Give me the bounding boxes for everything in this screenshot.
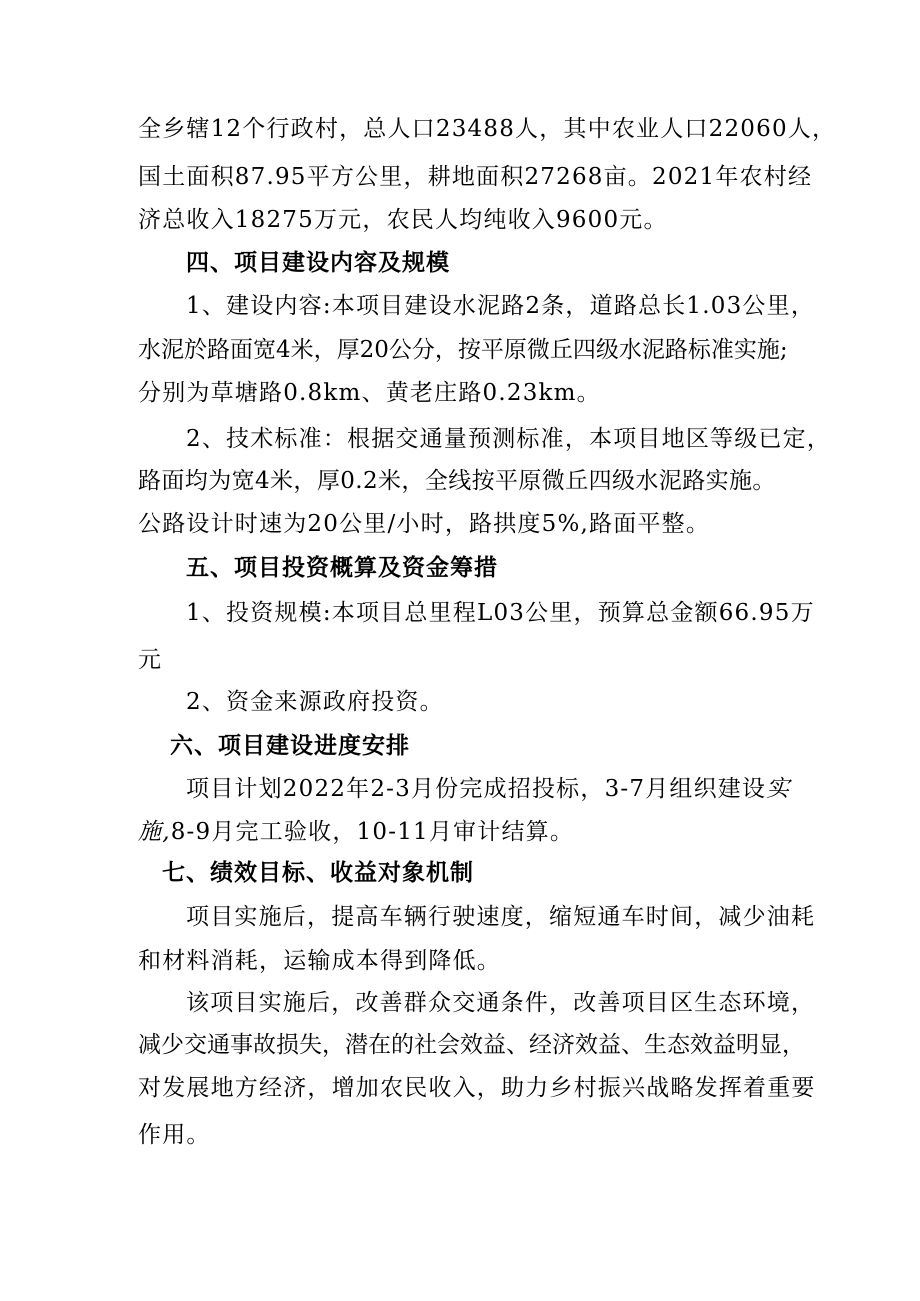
section-5-item2: 2、资金来源政府投资。 <box>186 689 444 715</box>
section-7-para2-line-3: 对发展地方经济，增加农民收入，助力乡村振兴战略发挥着重要 <box>138 1075 816 1101</box>
intro-line-2: 国土面积87.95平方公里，耕地面积27268亩。2021年农村经 <box>138 164 813 190</box>
section-4-item2-line-1: 2、技术标准：根据交通量预测标准，本项目地区等级已定， <box>186 426 832 452</box>
section-4-item1-line-1: 1、建设内容:本项目建设水泥路2条，道路总长1.03公里， <box>186 293 816 319</box>
section-6-heading: 六、项目建设进度安排 <box>170 733 410 759</box>
section-7-para2-line-2: 减少交通事故损失，潜在的社会效益、经济效益、生态效益明显， <box>138 1032 805 1058</box>
section-6-line-1-italic: 实 <box>766 776 791 802</box>
section-7-para2-line-1: 该项目实施后，改善群众交通条件，改善项目区生态环境， <box>186 990 816 1016</box>
intro-line-1: 全乡辖12个行政村，总人口23488人，其中农业人口22060人， <box>138 116 837 142</box>
section-4-item1-line-3: 分别为草塘路0.8km、黄老庄路0.23km。 <box>138 380 601 406</box>
section-6-line-1-text: 项目计划2022年2-3月份完成招投标，3-7月组织建设 <box>186 776 767 802</box>
section-7-heading: 七、绩效目标、收益对象机制 <box>162 860 474 886</box>
section-6-line-2-text: 8-9月完工验收，10-11月审计结算。 <box>170 819 575 845</box>
section-7-para1-line-2: 和材料消耗，运输成本得到降低。 <box>138 948 501 974</box>
section-5-heading: 五、项目投资概算及资金筹措 <box>186 555 498 581</box>
section-5-item1-line-1: 1、投资规模:本项目总里程L03公里，预算总金额66.95万 <box>186 600 815 626</box>
intro-line-3: 济总收入18275万元，农民人均纯收入9600元。 <box>138 207 668 233</box>
section-6-line-2-italic: 施, <box>138 819 171 845</box>
section-4-item1-line-2: 水泥於路面宽4米，厚20公分，按平原微丘四级水泥路标准实施; <box>138 337 788 363</box>
section-7-para2-line-4: 作用。 <box>138 1122 211 1148</box>
section-4-heading: 四、项目建设内容及规模 <box>186 250 450 276</box>
section-6-line-2 <box>138 817 574 847</box>
section-4-item2-line-3: 公路设计时速为20公里/小时，路拱度5%,路面平整。 <box>138 511 711 537</box>
section-7-para1-line-1: 项目实施后，提高车辆行驶速度，缩短通车时间，减少油耗 <box>186 904 816 930</box>
section-4-item2-line-2: 路面均为宽4米，厚0.2米，全线按平原微丘四级水泥路实施。 <box>138 468 776 494</box>
section-5-item1-line-2: 元 <box>138 647 163 673</box>
section-6-line-1 <box>186 774 790 804</box>
